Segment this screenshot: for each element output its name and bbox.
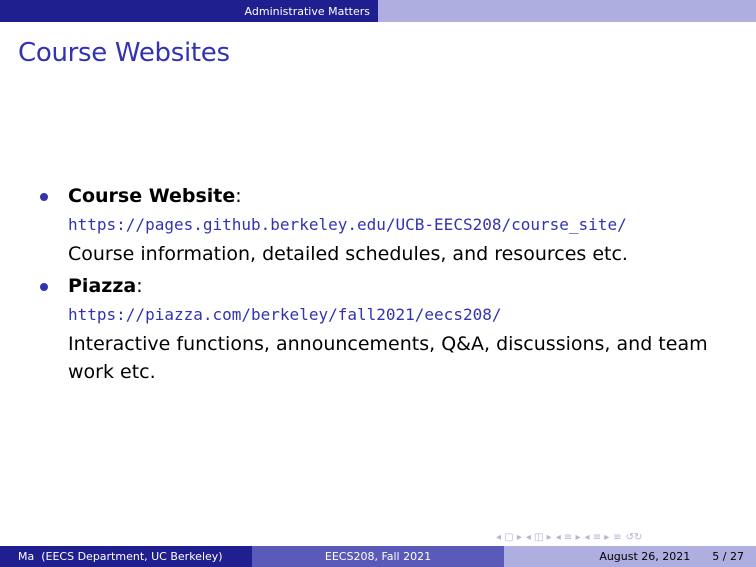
header-section-title[interactable]: Administrative Matters xyxy=(244,4,370,18)
footer-course: EECS208, Fall 2021 xyxy=(324,550,432,563)
item-description: Interactive functions, announcements, Q&A, discussions, and team work etc. xyxy=(68,333,708,383)
nav-section-icon[interactable]: ◂ ≡ ▸ xyxy=(584,532,610,543)
nav-zoom-icon[interactable]: ↺↻ xyxy=(625,532,643,543)
nav-first-icon[interactable]: ◂ ▢ ▸ xyxy=(496,532,522,543)
footer-page-number: 5 / 27 xyxy=(712,550,744,563)
course-website-link[interactable]: https://pages.github.berkeley.edu/UCB-EECS208/course_site/ xyxy=(68,215,627,234)
item-label: Course Website xyxy=(68,185,236,207)
bullet-list xyxy=(40,182,720,390)
piazza-link[interactable]: https://piazza.com/berkeley/fall2021/eecs208/ xyxy=(68,305,502,324)
footer-date: August 26, 2021 xyxy=(599,550,691,563)
footer-course-cell xyxy=(252,546,504,567)
footer-author-cell xyxy=(0,546,252,567)
footer-bar xyxy=(0,546,756,567)
footer-date-cell xyxy=(504,546,756,567)
footer-author: Ma (EECS Department, UC Berkeley) xyxy=(18,550,223,563)
navigation-symbols xyxy=(496,532,642,543)
nav-align-icon[interactable]: ≡ xyxy=(613,532,622,543)
nav-frame-icon[interactable]: ◂ ◫ ▸ xyxy=(525,532,552,543)
bullet-icon xyxy=(40,283,48,291)
nav-subsection-icon[interactable]: ◂ ≡ ▸ xyxy=(555,532,581,543)
item-colon: : xyxy=(235,185,242,207)
item-label: Piazza xyxy=(68,275,137,297)
header-subsection-cell xyxy=(378,0,756,22)
bullet-icon xyxy=(40,193,48,201)
header-section-cell xyxy=(0,0,378,22)
item-colon: : xyxy=(136,275,143,297)
item-description: Course information, detailed schedules, and resources etc. xyxy=(68,243,628,265)
list-item-piazza xyxy=(40,272,720,386)
header-bar xyxy=(0,0,756,22)
frame-title: Course Websites xyxy=(18,38,230,68)
list-item-course-website xyxy=(40,182,720,268)
